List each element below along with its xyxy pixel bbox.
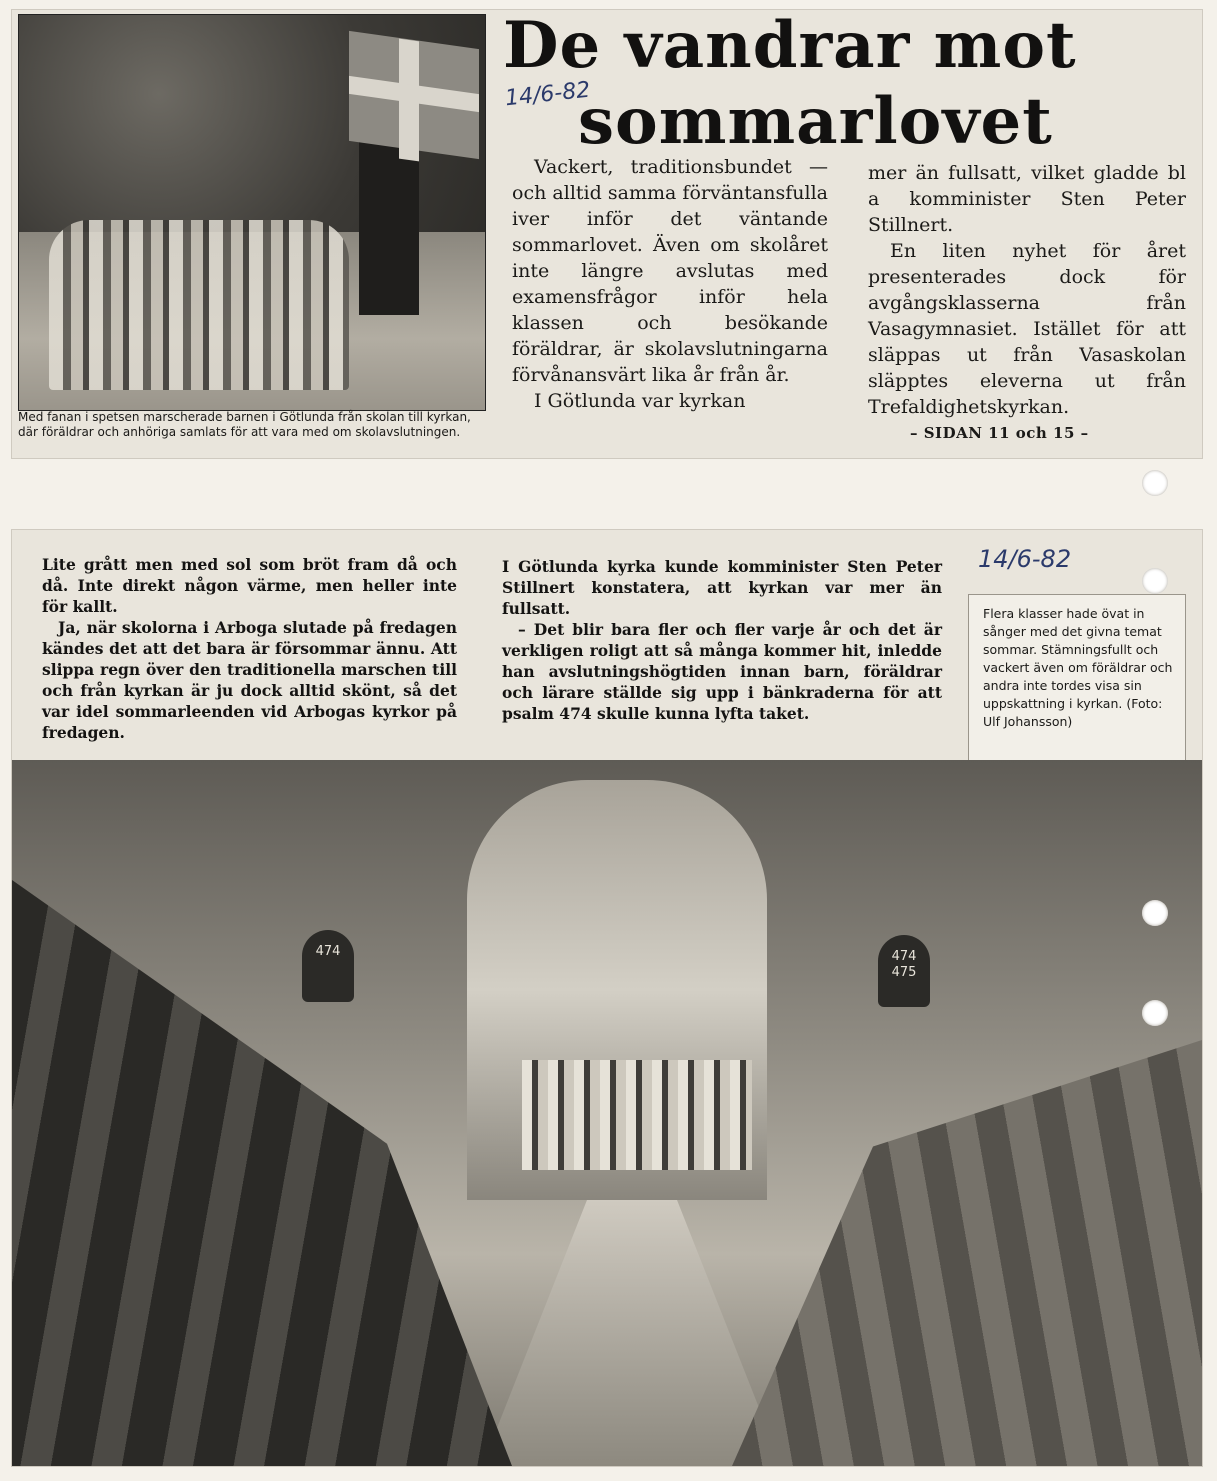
top-col2-paragraph-1: mer än fullsatt, vilket gladde bl a komminister Sten Peter Stillnert. bbox=[868, 162, 1186, 236]
bottom-col1-paragraph-2: Ja, när skolorna i Arboga slutade på fredagen kändes det att det bara är försommar ännu. Att slippa regn över den traditionella marschen till och från kyrkan är ju dock alltid skönt, så det var idel sommarleenden vid Arbogas kyrkor på fredagen. bbox=[42, 618, 457, 742]
church-aisle bbox=[482, 1200, 782, 1466]
punch-hole bbox=[1142, 900, 1168, 926]
headline-line-2: sommarlovet bbox=[578, 84, 1053, 159]
hymn-number-right-2: 475 bbox=[891, 965, 917, 980]
bottom-col2-paragraph-2: – Det blir bara fler och fler varje år och det är verkligen roligt att så många kommer hit, inledde han avslutningshögtiden innan barn, föräldrar och lärare ställde sig upp i bänkraderna för att psalm 474 skulle kunna lyfta taket. bbox=[502, 620, 942, 723]
hymn-number-left: 474 bbox=[315, 944, 341, 959]
march-photo-caption: Med fanan i spetsen marscherade barnen i Götlunda från skolan till kyrkan, där föräldrar och anhöriga samlats för att vara med om skolavslutningen. bbox=[18, 410, 471, 439]
hymn-board-left bbox=[302, 930, 354, 1002]
top-article-column-2 bbox=[868, 160, 1186, 420]
hymn-number-right-1: 474 bbox=[891, 949, 917, 964]
top-article-column-1 bbox=[512, 154, 828, 414]
bottom-article-column-1 bbox=[42, 554, 457, 743]
bottom-col2-paragraph-1: I Götlunda kyrka kunde komminister Sten Peter Stillnert konstatera, att kyrkan var mer än fullsatt. bbox=[502, 557, 942, 618]
march-photo bbox=[18, 14, 486, 411]
children-choir bbox=[522, 1060, 752, 1170]
marching-children bbox=[49, 220, 349, 390]
punch-hole bbox=[1142, 470, 1168, 496]
top-col2-paragraph-2: En liten nyhet för året presenterades dock för avgångsklasserna från Vasagymnasiet. Istället för att släppas ut från Vasaskolan släpptes eleverna ut från Trefaldighetskyrkan. bbox=[868, 240, 1186, 418]
bottom-col1-paragraph-1: Lite grått men med sol som bröt fram då och då. Inte direkt någon värme, men heller inte för kallt. bbox=[42, 555, 457, 616]
hymn-board-right bbox=[878, 935, 930, 1007]
church-photo-caption: Flera klasser hade övat in sånger med det givna temat sommar. Stämningsfullt och vackert även om föräldrar och andra inte tordes visa sin uppskattning i kyrkan. (Foto: Ulf Johansson) bbox=[968, 594, 1186, 762]
bottom-article-column-2 bbox=[502, 556, 942, 724]
top-col1-paragraph-1: Vackert, traditionsbundet — och alltid samma förväntansfulla iver inför det väntande sommarlovet. Även om skolåret inte längre avslutas med examensfrågor inför hela klassen och besökande föräldrar, är skolavslutningarna förvånansvärt lika år från år. bbox=[512, 156, 828, 386]
punch-hole bbox=[1142, 568, 1168, 594]
pews-right bbox=[732, 1040, 1202, 1466]
handwritten-date-bottom: 14/6-82 bbox=[978, 545, 1072, 573]
top-col1-paragraph-2: I Götlunda var kyrkan bbox=[534, 390, 746, 412]
pews-left bbox=[12, 880, 512, 1466]
punch-hole bbox=[1142, 1000, 1168, 1026]
page-reference: – SIDAN 11 och 15 – bbox=[910, 424, 1089, 442]
church-interior-photo bbox=[12, 760, 1202, 1466]
headline-line-1: De vandrar mot bbox=[503, 8, 1077, 83]
handwritten-date-top: 14/6-82 bbox=[503, 77, 592, 112]
